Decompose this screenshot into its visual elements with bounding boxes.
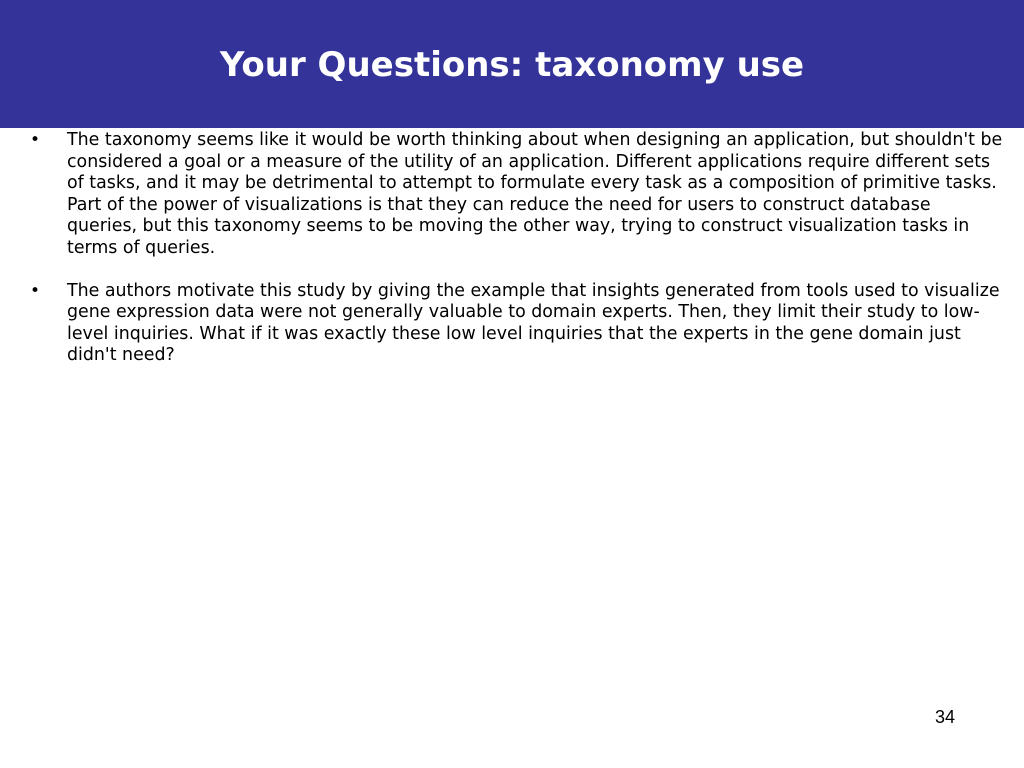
bullet-text: The authors motivate this study by giving the example that insights generated from tools used to visualize gene expression data were not generally valuable to domain experts. Then, they limit their study to low-level inquiries. What if it was exactly these low level inquiries that the experts in the gene domain just didn't need?: [67, 280, 1000, 366]
slide-title: Your Questions: taxonomy use: [219, 45, 805, 85]
bullet-item: [0, 130, 1024, 260]
bullet-dot-icon: •: [30, 130, 41, 150]
bullet-list: [0, 130, 1024, 388]
bullet-item: [0, 281, 1024, 367]
bullet-dot-icon: •: [30, 280, 41, 301]
title-bar: [0, 0, 1024, 128]
page-number: 34: [935, 707, 956, 727]
bullet-text: The taxonomy seems like it would be worth thinking about when designing an application, but shouldn't be considered a goal or a measure of the utility of an application. Different applications require different sets of tasks, and it may be detrimental to attempt to formulate every task as a composition of primitive tasks. Part of the power of visualizations is that they can reduce the need for users to construct database queries, but this taxonomy seems to be moving the other way, trying to construct visualization tasks in terms of queries.: [67, 130, 1003, 258]
